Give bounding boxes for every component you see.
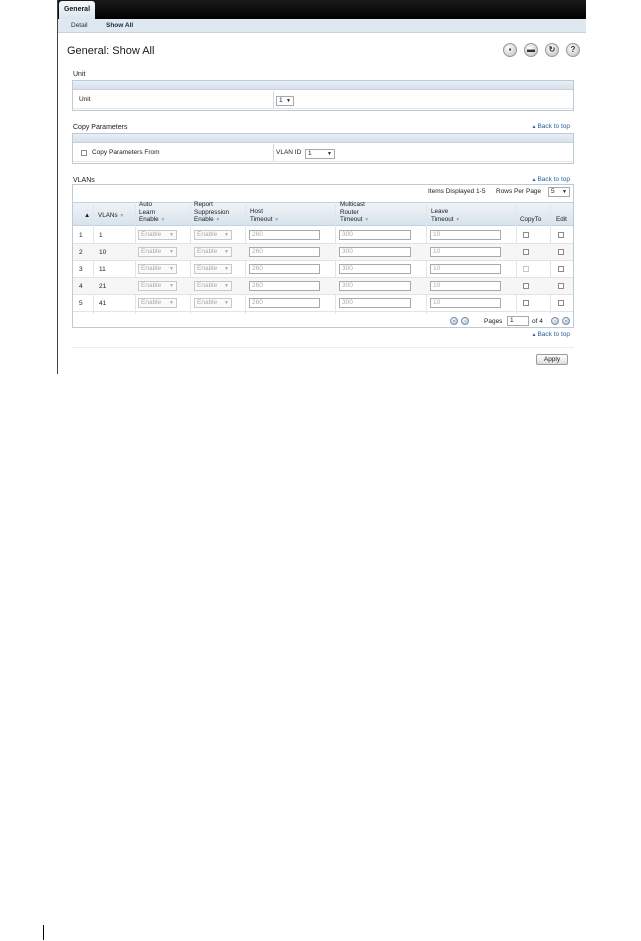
prev-page-icon[interactable]: ‹ xyxy=(461,317,469,325)
report-suppression-select[interactable]: Enable ▼ xyxy=(194,247,232,257)
vlans-table-header xyxy=(73,202,573,226)
chevron-down-icon: ▼ xyxy=(169,300,174,306)
auto-learn-select[interactable]: Enable ▼ xyxy=(138,298,177,308)
unit-row xyxy=(73,91,573,109)
vlan-id-cell: 11 xyxy=(99,266,106,273)
unit-select[interactable]: 1 ▼ xyxy=(276,96,294,106)
auto-learn-select[interactable]: Enable ▼ xyxy=(138,230,177,240)
chevron-down-icon: ▼ xyxy=(286,98,291,104)
vlan-id-select[interactable]: 1 ▼ xyxy=(305,149,335,159)
copy-to-checkbox[interactable] xyxy=(523,249,529,255)
chevron-down-icon: ▼ xyxy=(224,283,229,289)
report-suppression-select[interactable]: Enable ▼ xyxy=(194,281,232,291)
row-index: 3 xyxy=(79,266,83,273)
rows-per-page-select[interactable]: 5 ▼ xyxy=(548,187,570,197)
page-title: General: Show All xyxy=(67,45,155,57)
print-icon[interactable]: ▬ xyxy=(524,43,538,57)
mrouter-timeout-input[interactable]: 300 xyxy=(339,298,411,308)
up-arrow-icon: ▲ xyxy=(531,177,537,183)
next-page-icon[interactable]: › xyxy=(551,317,559,325)
table-row xyxy=(73,278,573,295)
last-page-icon[interactable]: » xyxy=(562,317,570,325)
col-header-report-suppression[interactable]: Report Suppression Enable ▼ xyxy=(194,201,230,223)
edit-checkbox[interactable] xyxy=(558,300,564,306)
unit-column-divider xyxy=(273,91,274,108)
items-displayed: Items Displayed 1-5 xyxy=(428,188,486,195)
col-header-edit: Edit xyxy=(556,216,567,223)
chevron-down-icon: ▼ xyxy=(224,232,229,238)
row-index: 4 xyxy=(79,283,83,290)
vlan-id-cell: 41 xyxy=(99,300,107,307)
vlans-section-title: VLANs xyxy=(73,177,95,184)
table-row xyxy=(73,295,573,312)
edit-checkbox[interactable] xyxy=(558,283,564,289)
row-index: 5 xyxy=(79,300,83,307)
host-timeout-input[interactable]: 260 xyxy=(249,298,320,308)
report-suppression-select[interactable]: Enable ▼ xyxy=(194,298,232,308)
chevron-down-icon: ▼ xyxy=(562,189,567,195)
table-row xyxy=(73,244,573,261)
auto-learn-select[interactable]: Enable ▼ xyxy=(138,264,177,274)
pagination xyxy=(73,314,573,328)
report-suppression-select[interactable]: Enable ▼ xyxy=(194,264,232,274)
host-timeout-input[interactable]: 260 xyxy=(249,281,320,291)
help-icon[interactable]: ? xyxy=(566,43,580,57)
subnav-show-all[interactable]: Show All xyxy=(106,22,134,29)
copy-box xyxy=(72,133,574,164)
row-index: 1 xyxy=(79,232,83,239)
subnav-detail[interactable]: Detail xyxy=(71,22,88,29)
copy-to-checkbox[interactable] xyxy=(523,283,529,289)
unit-box xyxy=(72,80,574,111)
copy-to-checkbox[interactable] xyxy=(523,232,529,238)
edit-checkbox[interactable] xyxy=(558,232,564,238)
col-header-auto-learn[interactable]: Auto Learn Enable ▼ xyxy=(139,201,166,223)
leave-timeout-input[interactable]: 10 xyxy=(430,230,501,240)
page-count-label: of 4 xyxy=(532,318,543,325)
leave-timeout-input[interactable]: 10 xyxy=(430,264,501,274)
unit-section-title: Unit xyxy=(73,71,86,78)
up-arrow-icon: ▲ xyxy=(531,332,537,338)
save-icon[interactable]: ▪ xyxy=(503,43,517,57)
col-header-vlans[interactable]: VLANs ▼ xyxy=(98,212,125,219)
col-header-mrouter-timeout[interactable]: Multicast Router Timeout ▼ xyxy=(340,201,370,223)
vlans-table-toolbar xyxy=(73,185,573,200)
host-timeout-input[interactable]: 260 xyxy=(249,247,320,257)
copy-parameters-checkbox[interactable] xyxy=(81,150,87,156)
col-header-host-timeout[interactable]: Host Timeout ▼ xyxy=(250,208,280,223)
apply-button[interactable]: Apply xyxy=(536,354,568,365)
leave-timeout-input[interactable]: 10 xyxy=(430,298,501,308)
chevron-down-icon: ▼ xyxy=(169,232,174,238)
back-to-top-link-copy[interactable]: ▲Back to top xyxy=(531,123,570,130)
chevron-down-icon: ▼ xyxy=(224,300,229,306)
copy-row xyxy=(73,144,573,162)
unit-label: Unit xyxy=(79,96,91,103)
copy-to-checkbox[interactable] xyxy=(523,266,529,272)
refresh-icon[interactable]: ↻ xyxy=(545,43,559,57)
copy-box-header xyxy=(73,134,573,143)
auto-learn-select[interactable]: Enable ▼ xyxy=(138,281,177,291)
chevron-down-icon: ▼ xyxy=(327,151,332,157)
vlans-table xyxy=(72,184,574,328)
row-index: 2 xyxy=(79,249,83,256)
copy-parameters-label: Copy Parameters From xyxy=(92,149,160,156)
copy-section-title: Copy Parameters xyxy=(73,124,128,131)
page-margin-mark xyxy=(43,925,44,940)
chevron-down-icon: ▼ xyxy=(169,266,174,272)
host-timeout-input[interactable]: 260 xyxy=(249,230,320,240)
edit-checkbox[interactable] xyxy=(558,249,564,255)
tab-general[interactable]: General xyxy=(59,1,95,19)
edit-checkbox[interactable] xyxy=(558,266,564,272)
pages-label: Pages xyxy=(484,318,503,325)
chevron-down-icon: ▼ xyxy=(224,266,229,272)
mrouter-timeout-input[interactable]: 300 xyxy=(339,230,411,240)
back-to-top-link-vlans[interactable]: ▲Back to top xyxy=(531,176,570,183)
chevron-down-icon: ▼ xyxy=(169,283,174,289)
rows-per-page-label: Rows Per Page xyxy=(496,188,542,195)
copy-to-checkbox[interactable] xyxy=(523,300,529,306)
copy-column-divider xyxy=(273,144,274,161)
mrouter-timeout-input[interactable]: 300 xyxy=(339,247,411,257)
report-suppression-select[interactable]: Enable ▼ xyxy=(194,230,232,240)
unit-box-header xyxy=(73,81,573,90)
col-header-copy-to: CopyTo xyxy=(520,216,542,223)
auto-learn-select[interactable]: Enable ▼ xyxy=(138,247,177,257)
table-row xyxy=(73,227,573,244)
table-row xyxy=(73,261,573,278)
sort-index-icon[interactable]: ▲ xyxy=(84,212,91,219)
vlan-id-cell: 10 xyxy=(99,249,107,256)
page-number-input[interactable]: 1 xyxy=(507,316,529,326)
leave-timeout-input[interactable]: 10 xyxy=(430,281,501,291)
mrouter-timeout-input[interactable]: 300 xyxy=(339,264,411,274)
vlan-id-cell: 21 xyxy=(99,283,107,290)
chevron-down-icon: ▼ xyxy=(169,249,174,255)
leave-timeout-input[interactable]: 10 xyxy=(430,247,501,257)
sub-nav-bar xyxy=(58,19,586,33)
first-page-icon[interactable]: « xyxy=(450,317,458,325)
app-window xyxy=(57,0,585,374)
col-header-leave-timeout[interactable]: Leave Timeout ▼ xyxy=(431,208,461,223)
host-timeout-input[interactable]: 260 xyxy=(249,264,320,274)
vlan-id-label: VLAN ID xyxy=(276,149,302,156)
footer-divider xyxy=(72,347,574,348)
up-arrow-icon: ▲ xyxy=(531,124,537,130)
top-nav-bar xyxy=(58,0,586,19)
chevron-down-icon: ▼ xyxy=(224,249,229,255)
back-to-top-link-footer[interactable]: ▲Back to top xyxy=(531,331,570,338)
vlan-id-cell: 1 xyxy=(99,232,103,239)
mrouter-timeout-input[interactable]: 300 xyxy=(339,281,411,291)
